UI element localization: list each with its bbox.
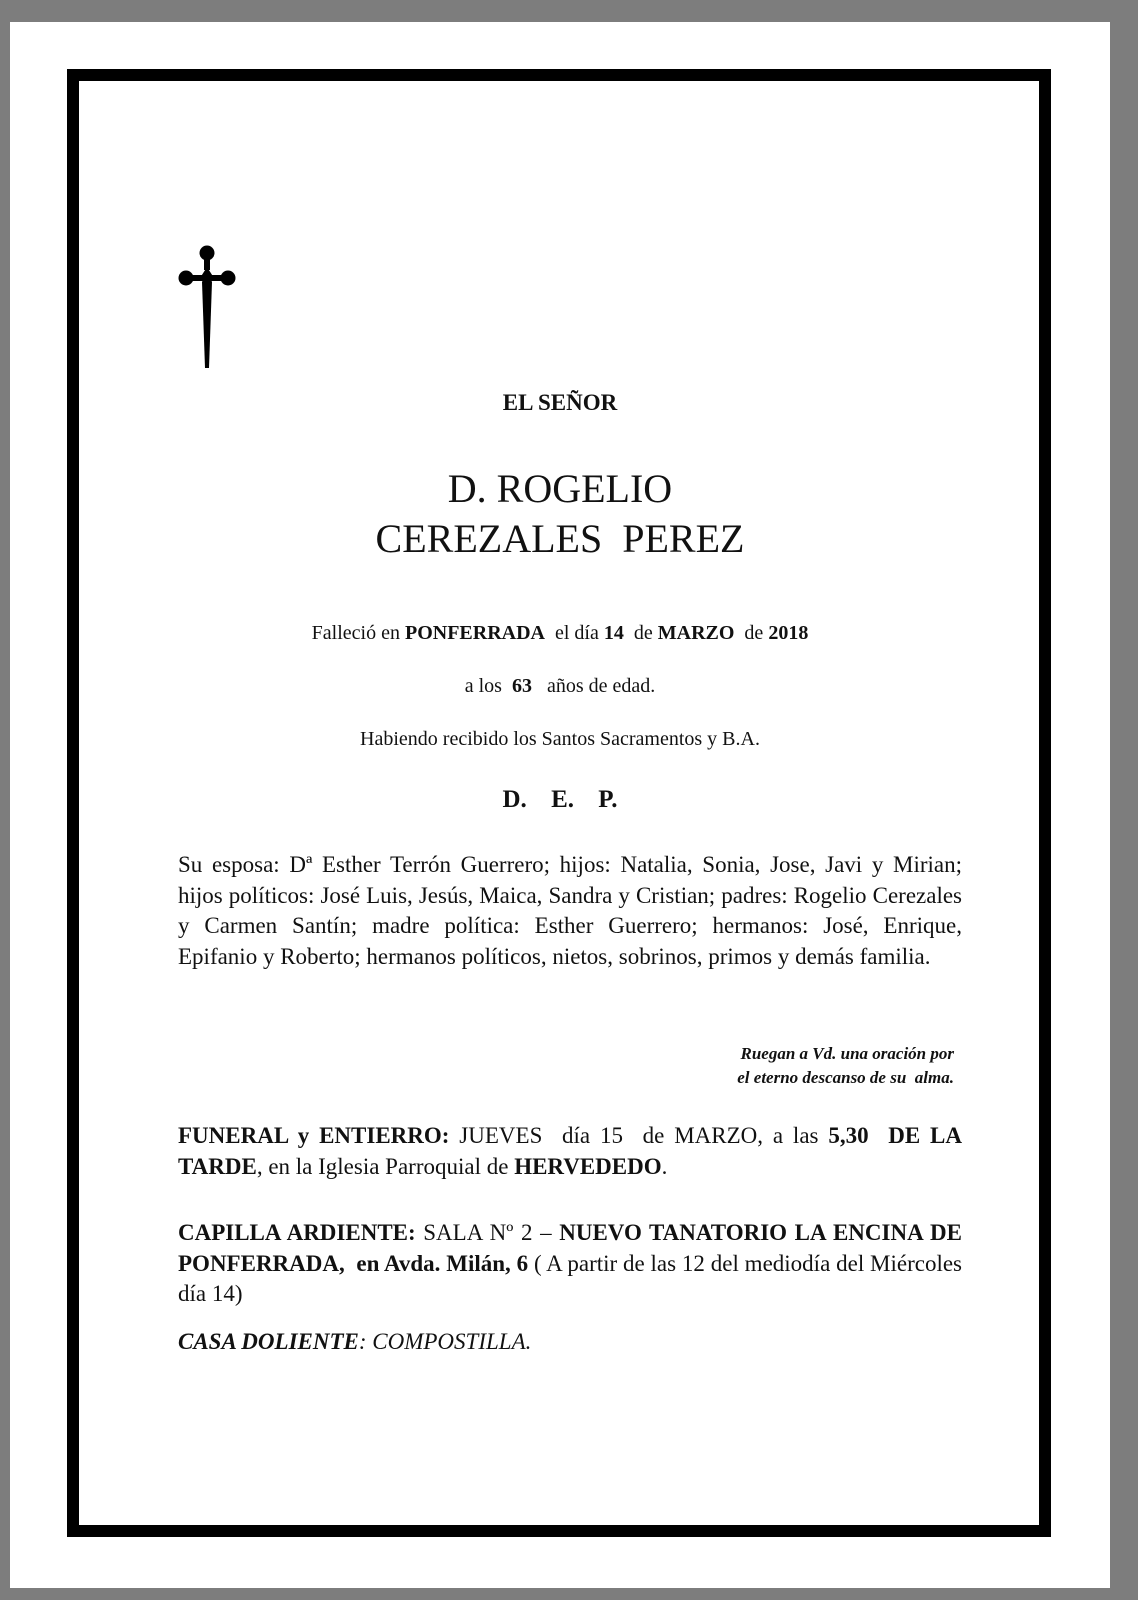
name-line-2: CEREZALES PEREZ xyxy=(375,516,745,561)
cross-icon xyxy=(178,244,236,368)
sacraments-line: Habiendo recibido los Santos Sacramentos y B.A. xyxy=(360,728,760,750)
capilla-text-1: SALA Nº 2 – xyxy=(415,1220,560,1245)
death-day-label: el día xyxy=(554,622,599,644)
death-prefix: Falleció en xyxy=(311,622,400,644)
deceased-name xyxy=(10,464,1110,564)
death-month-label: de xyxy=(633,622,653,644)
casa-text: : COMPOSTILLA. xyxy=(358,1329,532,1354)
death-month: MARZO xyxy=(657,622,735,644)
age-prefix: a los xyxy=(464,675,502,697)
age-suffix: años de edad. xyxy=(546,675,656,697)
dep-letter: P. xyxy=(598,786,618,813)
age-line xyxy=(10,675,1110,698)
prayer-line-1: Ruegan a Vd. una oración por xyxy=(740,1044,954,1063)
casa-label: CASA DOLIENTE xyxy=(178,1329,359,1354)
dep-letter: D. xyxy=(502,786,527,813)
funeral-text-2: , en la Iglesia Parroquial de xyxy=(256,1153,515,1179)
funeral-text-1: JUEVES día 15 de MARZO, a las xyxy=(449,1123,829,1148)
funeral-paragraph xyxy=(178,1121,968,1182)
death-year: 2018 xyxy=(768,622,809,644)
prayer-line-2: el eterno descanso de su alma. xyxy=(737,1068,954,1087)
death-line xyxy=(10,622,1110,645)
funeral-label: FUNERAL y ENTIERRO: xyxy=(178,1123,450,1148)
death-day: 14 xyxy=(603,622,624,644)
funeral-time: 5,30 DE LA TARDE xyxy=(178,1123,968,1179)
intro-heading: EL SEÑOR xyxy=(502,390,618,415)
capilla-place: NUEVO TANATORIO LA ENCINA DE PONFERRADA, en Avda. Milán, 6 xyxy=(178,1220,968,1276)
death-place: PONFERRADA xyxy=(404,622,545,644)
prayer-request xyxy=(737,1042,954,1090)
capilla-label: CAPILLA ARDIENTE: xyxy=(178,1220,416,1245)
casa-doliente-line xyxy=(178,1327,962,1358)
capilla-paragraph xyxy=(178,1218,968,1310)
dep-letter: E. xyxy=(551,786,574,813)
funeral-text-3: . xyxy=(661,1153,668,1179)
age-value: 63 xyxy=(511,675,532,697)
death-year-label: de xyxy=(744,622,764,644)
family-paragraph: Su esposa: Dª Esther Terrón Guerrero; hijos: Natalia, Sonia, Jose, Javi y Mirian; hijos políticos: José Luis, Jesús, Maica, Sandra y Cristian; padres: Rogelio Cerezales y Carmen Santín; madre política: Esther Guerrero; hermanos: José, Enrique, Epifanio y Roberto; hermanos políticos, nietos, sobrinos, primos y demás familia. xyxy=(178,852,962,969)
dep-heading xyxy=(10,786,1110,814)
capilla-text-2: ( A partir de las 12 del mediodía del Miércoles día 14) xyxy=(178,1250,968,1306)
name-line-1: D. ROGELIO xyxy=(447,466,673,511)
obituary-page xyxy=(10,22,1110,1588)
funeral-church: HERVEDEDO xyxy=(514,1153,662,1179)
